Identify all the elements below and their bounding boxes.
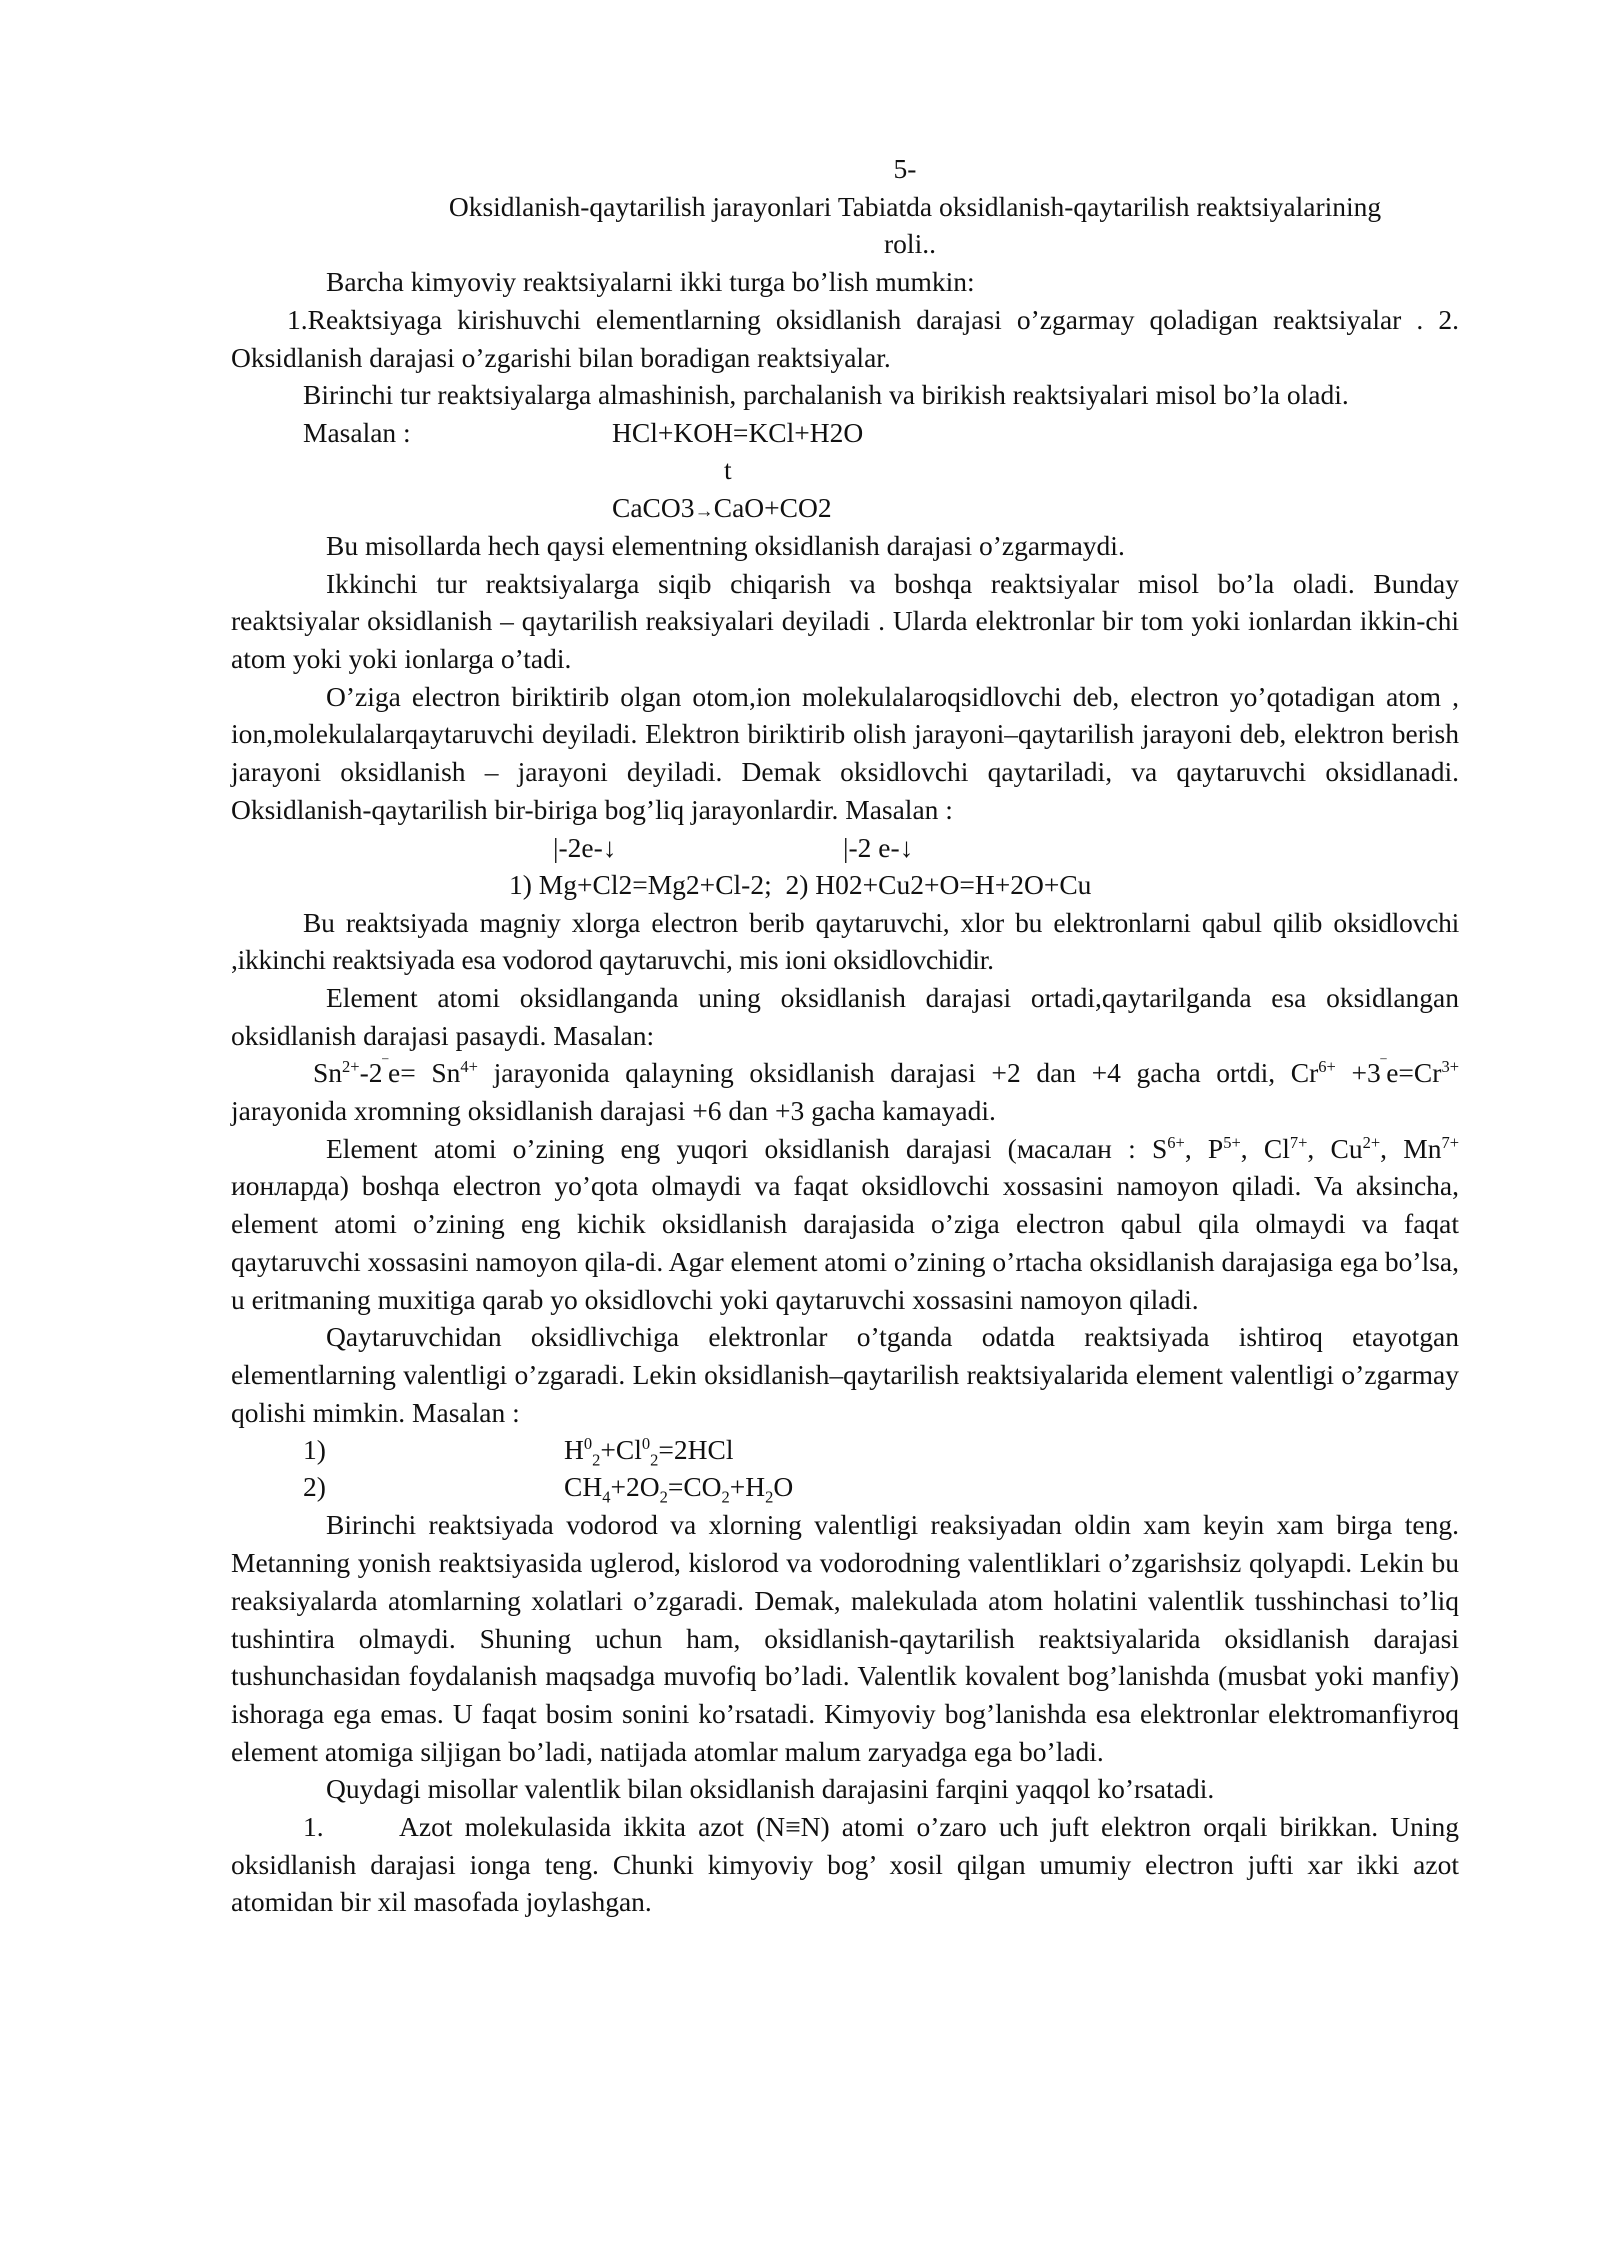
paragraph-sn-cr-example: $Sn^{2+}-2^‾e= Sn^{4+}$ jarayonida qalayning oksidlanish darajasi +2 dan +4 gacha ortdi, $Cr^{6+} +3^‾e=Cr^{3+}$ jarayonida xromning oksidlanish darajasi +6 dan +3 gacha kamayadi. (231, 1057, 1459, 1127)
heat-symbol: t (724, 453, 732, 485)
example-redox (231, 829, 1459, 904)
equation-methane: $CH_4+2O_2=CO_2+H_2O$ (564, 1471, 794, 1507)
example-valency (231, 1431, 1459, 1506)
paragraph-valency: Qaytaruvchidan oksidlivchiga elektronlar o’tganda odatda reaktsiyada ishtiroq etayotgan elementlarning valentligi o’zgaradi. Lekin oksidlanish–qaytarilish reaktsiyalarida element valentligi o’zgarmay qolishi mimkin. Masalan : (231, 1321, 1459, 1428)
example-label: Masalan : (303, 416, 411, 448)
arrow-icon: → (694, 500, 714, 522)
paragraph-oxidizer-definition: O’ziga electron biriktirib olgan otom,ion molekulalaroqsidlovchi deb, electron yo’qotadigan atom , ion,molekulalarqaytaruvchi deyiladi. Elektron biriktirib olish jarayoni–qaytarilish jarayoni deb, elektron berish jarayoni oksidlanish – jarayoni deyiladi. Demak oksidlovchi qaytariladi, va qaytaruvchi oksidlanadi. Oksidlanish-qaytarilish bir-biriga bog’liq jarayonlardir. Masalan : (231, 680, 1459, 825)
example-number-1: 1) (303, 1434, 326, 1466)
example-number-2: 2) (303, 1471, 326, 1503)
page-number: 5- (893, 153, 917, 184)
title-line-1: Oksidlanish-qaytarilish jarayonlari Tabiatda oksidlanish-qaytarilish reaktsiyalarining (448, 190, 1382, 222)
paragraph-highest-state: Element atomi o’zining eng yuqori oksidlanish darajasi (масалан : $S^{6+}$, $P^{5+}$, $Cl^{7+}$, $Cu^{2+}$, $Mn^{7+}$ ионларда) boshqa electron yo’qota olmaydi va faqat oksidlovchi xossasini namoyon qiladi. Va aksincha, element atomi o’zining eng kichik oksidlanish darajasida o’ziga electron qabul qila olmaydi va faqat qaytaruvchi xossasini namoyon qila-di. Agar element atomi o’zining o’rtacha oksidlanish darajasiga ega bo’lsa, u eritmaning muxitiga qarab yo oksidlovchi yoki qaytaruvchi xossasini namoyon qiladi. (231, 1132, 1460, 1315)
paragraph-nitrogen: 1. Azot molekulasida ikkita azot (N≡N) atomi o’zaro uch juft elektron orqali birikkan. Uning oksidlanish darajasi ionga teng. Chunki kimyoviy bog’ xosil qilgan umumiy electron jufti xar ikki azot atomidan bir xil masofada joylashgan. (231, 1808, 1459, 1921)
equation-decomposition (612, 489, 832, 531)
paragraph-reaction-explanation: Bu reaktsiyada magniy xlorga electron berib qaytaruvchi, xlor bu elektronlarni qabul qilib oksidlovchi ,ikkinchi reaktsiyada esa vodorod qaytaruvchi, mis ioni oksidlovchidir. (231, 906, 1459, 976)
equation-hcl: $H^0_2+Cl^0_2=2HCl$ (564, 1434, 734, 1470)
paragraph-no-change: Bu misollarda hech qaysi elementning oksidlanish darajasi o’zgarmaydi. (326, 529, 1125, 561)
electron-transfer-1: |-2e-↓ (553, 831, 617, 863)
equation-neutralization: HCl+KOH=KCl+H2O (612, 416, 864, 448)
paragraph-first-type: Birinchi tur reaktsiyalarga almashinish, parchalanish va birikish reaktsiyalari misol bo’la oladi. (303, 379, 1349, 411)
paragraph-types-list: 1.Reaktsiyaga kirishuvchi elementlarning oksidlanish darajasi o’zgarmay qoladigan reaktsiyalar . 2. Oksidlanish darajasi o’zgarishi bilan boradigan reaktsiyalar. (231, 303, 1459, 373)
reactant-caco3: CaCO3 (612, 491, 695, 523)
paragraph-valency-explanation: Birinchi reaktsiyada vodorod va xlorning valentligi reaksiyadan oldin xam keyin xam birga teng. Metanning yonish reaktsiyasida uglerod, kislorod va vodorodning valentliklari o’zgarishsiz qolyapdi. Lekin bu reaksiyalarda atomlarning xolatlari o’zgaradi. Demak, malekulada atom holatini valentlik tusshinchasi to’liq tushintira olmaydi. Shuning uchun ham, oksidlanish-qaytarilish reaktsiyalarida oksidlanish darajasi tushunchasidan foydalanish maqsadga muvofiq bo’ladi. Valentlik kovalent bog’lanishda (musbat yoki manfiy) ishoraga ega emas. U faqat bosim sonini ko’rsatadi. Kimyoviy bog’lanishda esa elektronlar elektromanfiyroq element atomiga siljigan bo’ladi, natijada atomlar malum zaryadga ega bo’ladi. (231, 1509, 1459, 1767)
list-number: 1. (303, 1811, 324, 1843)
redox-equations: 1) Mg+Cl2=Mg2+Cl-2; 2) H02+Cu2+O=H+2O+Cu (509, 868, 1092, 900)
electron-transfer-2: |-2 e-↓ (843, 831, 914, 863)
products: CaO+CO2 (713, 491, 832, 523)
paragraph-types: Barcha kimyoviy reaktsiyalarni ikki turga bo’lish mumkin: (326, 266, 975, 298)
paragraph-examples-intro: Quydagi misollar valentlik bilan oksidlanish darajasini farqini yaqqol ko’rsatadi. (326, 1773, 1215, 1805)
example-first-type (231, 414, 1459, 527)
title-line-2: roli.. (884, 228, 936, 260)
paragraph-second-type: Ikkinchi tur reaktsiyalarga siqib chiqarish va boshqa reaktsiyalar misol bo’la oladi. Bunday reaktsiyalar oksidlanish – qaytarilish reaksiyalari deyiladi . Ularda elektronlar bir tom yoki ionlardan ikkin-chi atom yoki yoki ionlarga o’tadi. (231, 567, 1459, 675)
document-page (231, 150, 1459, 1921)
paragraph-oxidation-state: Element atomi oksidlanganda uning oksidlanish darajasi ortadi,qaytarilganda esa oksidlangan oksidlanish darajasi pasaydi. Masalan: (231, 981, 1459, 1051)
